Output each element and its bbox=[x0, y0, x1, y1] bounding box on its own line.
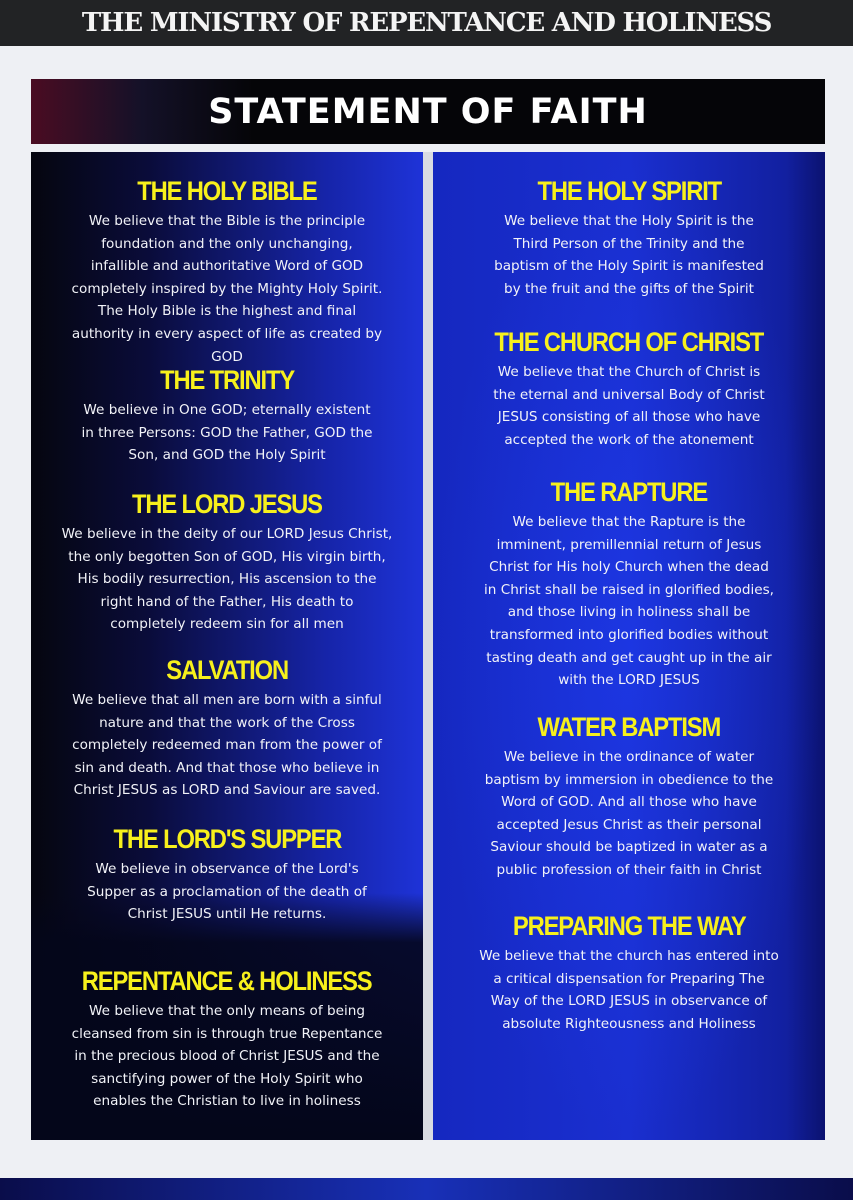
left-column bbox=[31, 152, 423, 1140]
section-text: We believe in One GOD; eternally existent in three Persons: GOD the Father, GOD the Son, and GOD the Holy Spirit bbox=[81, 402, 373, 464]
section-text: We believe that the Holy Spirit is the Third Person of the Trinity and the baptism of the Holy Spirit is manifested by the fruit and the gifts of the Spirit bbox=[494, 213, 764, 297]
section-text: We believe that the Rapture is the imminent, premillennial return of Jesus Christ for His holy Church when the dead in Christ shall be raised in glorified bodies, and those living in holiness shall be transformed into glorified bodies without tasting death and get caught up in the air with the LORD JESUS bbox=[483, 514, 775, 689]
section-text: We believe in the deity of our LORD Jesus Christ, the only begotten Son of GOD, His virgin birth, His bodily resurrection, His ascension to the right hand of the Father, His death to completely redeem sin for all men bbox=[61, 526, 393, 633]
section-salvation bbox=[31, 653, 423, 802]
section-church-of-christ bbox=[433, 325, 825, 451]
section-repentance-holiness bbox=[31, 964, 423, 1113]
section-heading: THE LORD JESUS bbox=[132, 489, 322, 519]
section-text: We believe in the ordinance of water baptism by immersion in obedience to the Word of GOD. And all those who have accepted Jesus Christ as their personal Saviour should be baptized in water as a public profession of their faith in Christ bbox=[484, 749, 774, 878]
section-heading: THE HOLY SPIRIT bbox=[537, 176, 721, 206]
section-rapture bbox=[433, 475, 825, 692]
section-lord-jesus bbox=[31, 487, 423, 636]
section-text: We believe that the church has entered into a critical dispensation for Preparing The Way of the LORD JESUS in observance of absolute Righteousness and Holiness bbox=[479, 948, 779, 1032]
section-heading: THE HOLY BIBLE bbox=[137, 176, 317, 206]
section-heading: THE RAPTURE bbox=[550, 477, 708, 507]
section-text: We believe that all men are born with a sinful nature and that the work of the Cross completely redeemed man from the power of sin and death. And that those who believe in Christ JESUS as LORD and Saviour are saved. bbox=[72, 692, 382, 799]
section-heading: THE LORD'S SUPPER bbox=[113, 824, 341, 854]
section-holy-spirit bbox=[433, 174, 825, 300]
section-preparing-the-way bbox=[433, 909, 825, 1035]
section-heading: WATER BAPTISM bbox=[537, 712, 721, 742]
column-divider bbox=[423, 152, 433, 1140]
section-text: We believe that the Church of Christ is the eternal and universal Body of Christ JESUS consisting of all those who have accepted the work of the atonement bbox=[493, 364, 765, 448]
page-title: STATEMENT OF FAITH bbox=[31, 79, 825, 144]
bottom-strip bbox=[0, 1178, 853, 1200]
section-heading: PREPARING THE WAY bbox=[512, 911, 746, 941]
section-heading: SALVATION bbox=[166, 655, 288, 685]
section-text: We believe that the Bible is the principle foundation and the only unchanging, infallible and authoritative Word of GOD completely inspired by the Mighty Holy Spirit. The Holy Bible is the highest and final authority in every aspect of life as created by GOD bbox=[71, 213, 383, 365]
section-holy-bible bbox=[31, 174, 423, 368]
right-column bbox=[433, 152, 825, 1140]
section-trinity bbox=[31, 363, 423, 467]
section-heading: THE CHURCH OF CHRIST bbox=[494, 327, 764, 357]
section-water-baptism bbox=[433, 710, 825, 882]
section-heading: THE TRINITY bbox=[160, 365, 294, 395]
section-heading: REPENTANCE & HOLINESS bbox=[82, 966, 372, 996]
section-lords-supper bbox=[31, 822, 423, 926]
section-text: We believe in observance of the Lord's Supper as a proclamation of the death of Christ JESUS until He returns. bbox=[87, 861, 367, 923]
section-text: We believe that the only means of being cleansed from sin is through true Repentance in the precious blood of Christ JESUS and the sanctifying power of the Holy Spirit who enables the Christian to live in holiness bbox=[71, 1003, 383, 1110]
ministry-banner: THE MINISTRY OF REPENTANCE AND HOLINESS bbox=[0, 0, 853, 46]
